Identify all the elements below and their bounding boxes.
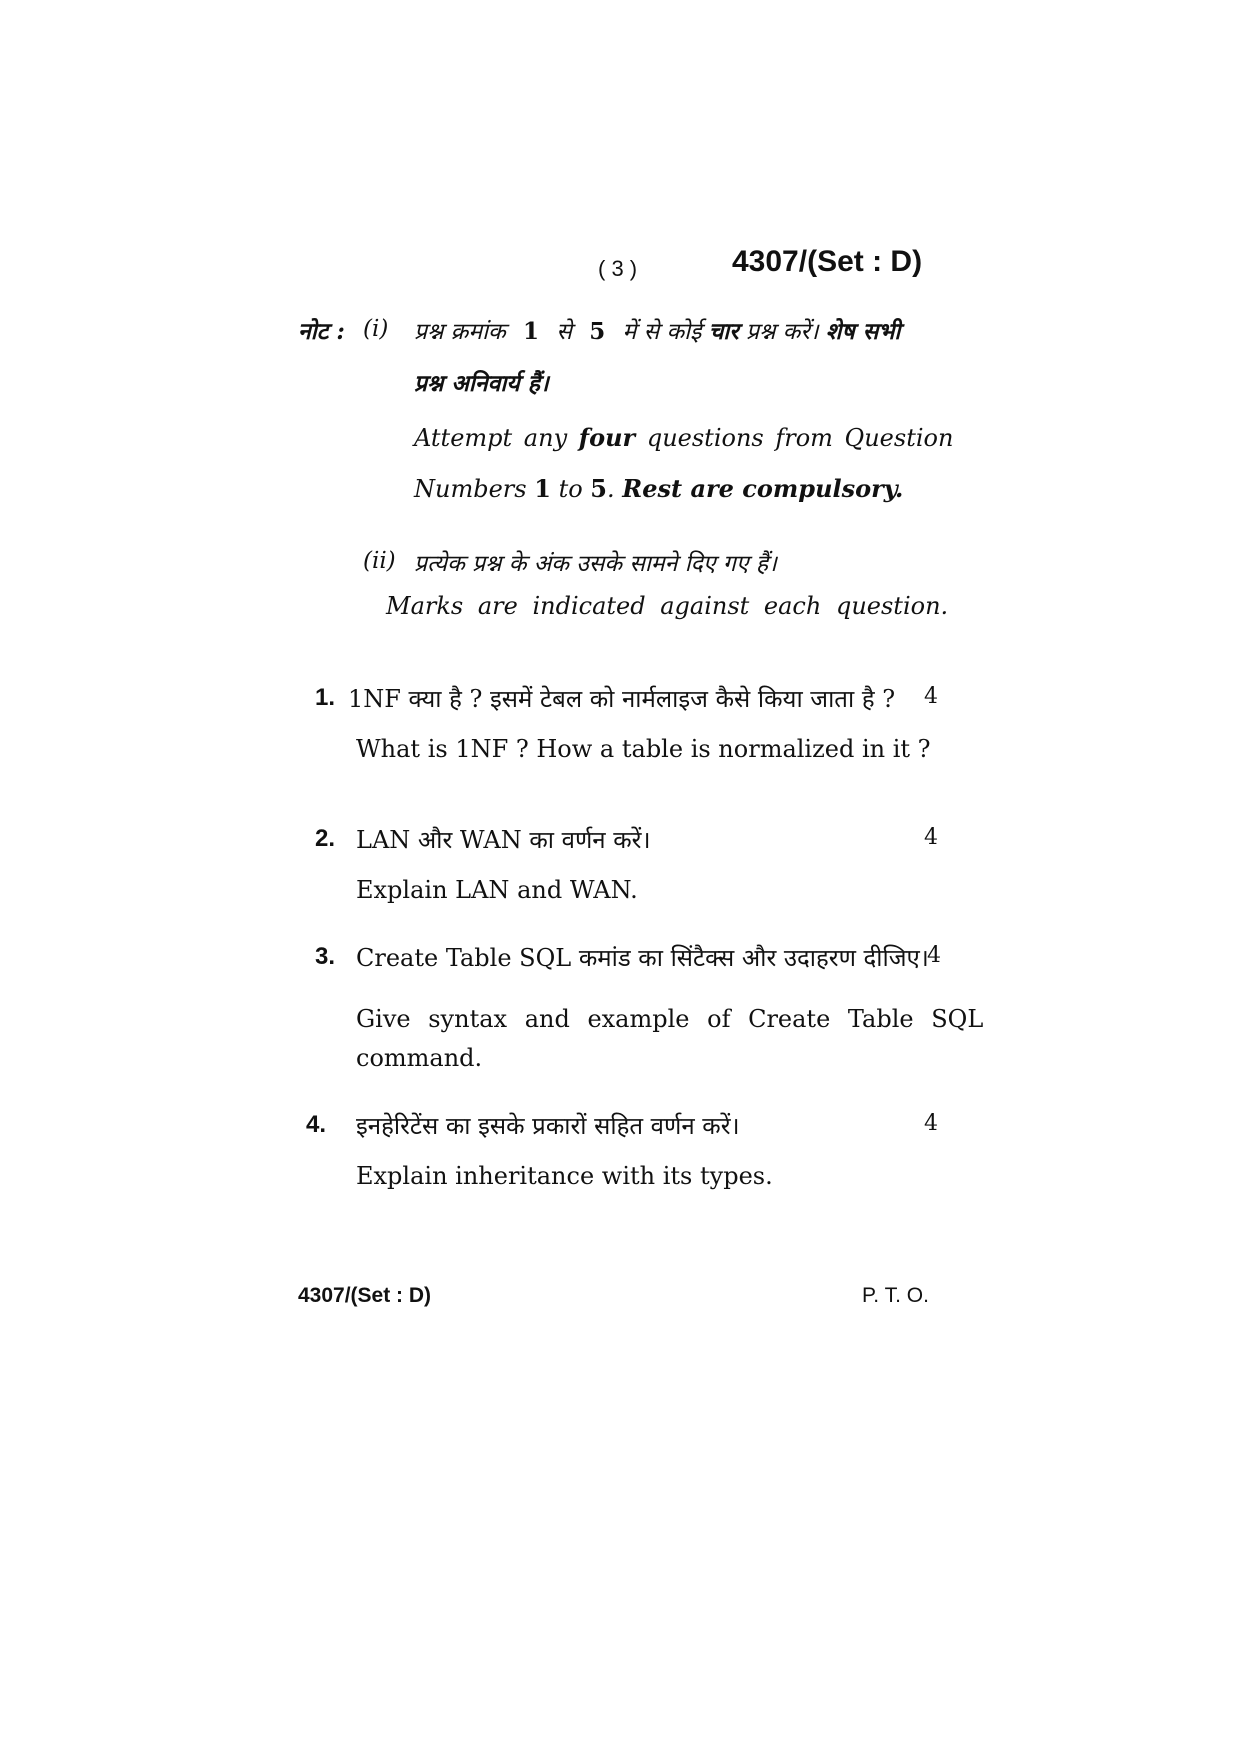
question-3-english-line-2: command. xyxy=(356,1044,483,1072)
question-1-hindi: 1NF क्या है ? इसमें टेबल को नार्मलाइज कैसे किया जाता है ? xyxy=(348,685,896,713)
question-1-english: What is 1NF ? How a table is normalized in it ? xyxy=(356,735,931,763)
question-3-hindi: Create Table SQL कमांड का सिंटैक्स और उदाहरण दीजिए। xyxy=(356,944,929,972)
question-1-marks: 4 xyxy=(924,684,938,709)
paper-code-header: 4307/(Set : D) xyxy=(732,245,923,278)
page-number: ( 3 ) xyxy=(598,256,638,281)
question-4-english: Explain inheritance with its types. xyxy=(356,1162,773,1190)
question-4-hindi: इनहेरिटेंस का इसके प्रकारों सहित वर्णन करें। xyxy=(356,1112,740,1140)
note-2-english: Marks are indicated against each question. xyxy=(386,592,949,620)
question-1-number: 1. xyxy=(315,684,336,711)
pto-label: P. T. O. xyxy=(862,1284,929,1307)
question-2-hindi: LAN और WAN का वर्णन करें। xyxy=(356,826,651,854)
note-1-english-line-2: Numbers 1 to 5. Rest are compulsory. xyxy=(414,474,904,503)
question-3-marks: 4 xyxy=(927,943,941,968)
question-3-english-line-1: Give syntax and example of Create Table SQL xyxy=(356,1005,984,1033)
question-4-number: 4. xyxy=(306,1111,327,1138)
question-4-marks: 4 xyxy=(924,1111,938,1136)
note-1-hindi-line-1: प्रश्न क्रमांक 1 से 5 में से कोई चार प्रश्न करें। शेष सभी xyxy=(414,318,901,345)
question-2-english: Explain LAN and WAN. xyxy=(356,876,638,904)
question-2-marks: 4 xyxy=(924,825,938,850)
paper-code-footer: 4307/(Set : D) xyxy=(298,1284,432,1307)
note-2-hindi: प्रत्येक प्रश्न के अंक उसके सामने दिए गए हैं। xyxy=(414,551,777,577)
note-2-number: (ii) xyxy=(363,548,396,574)
note-1-number: (i) xyxy=(363,316,389,342)
note-1-english-line-1: Attempt any four questions from Question xyxy=(414,423,954,452)
question-3-number: 3. xyxy=(315,943,336,970)
note-label: नोट : xyxy=(298,318,345,345)
question-2-number: 2. xyxy=(315,825,336,852)
note-1-hindi-line-2: प्रश्न अनिवार्य हैं। xyxy=(414,370,549,397)
